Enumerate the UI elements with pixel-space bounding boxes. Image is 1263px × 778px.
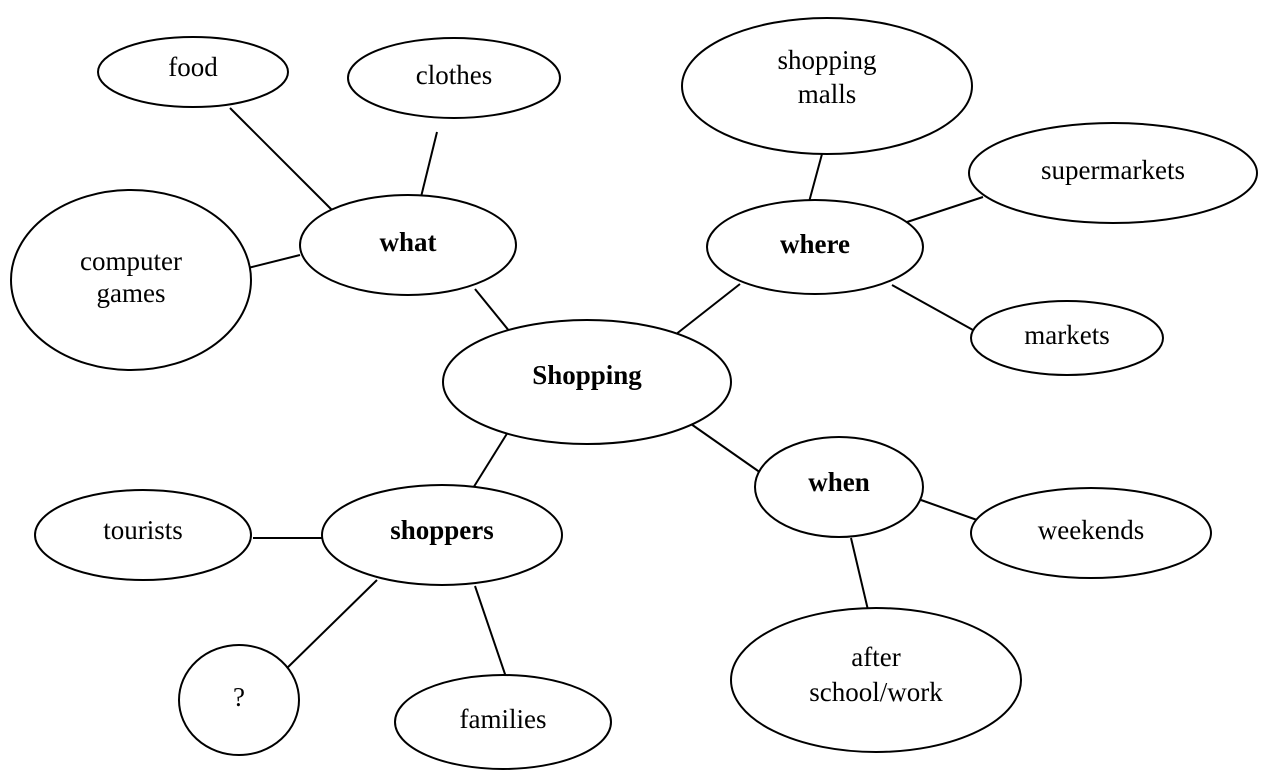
leaf-shopping-malls-label: malls <box>797 79 857 110</box>
leaf-markets <box>971 301 1163 375</box>
leaf-computer-games-label: computer <box>80 246 182 277</box>
leaf-computer-games <box>11 190 251 370</box>
node-what-label: what <box>379 227 437 258</box>
line-what-clothes <box>420 132 437 201</box>
leaf-clothes <box>348 38 560 118</box>
node-when-label: when <box>808 467 870 498</box>
line-when-weekends <box>921 500 977 520</box>
leaf-tourists <box>35 490 251 580</box>
node-when <box>755 437 923 537</box>
line-where-shopping-malls <box>809 154 822 202</box>
node-shoppers <box>322 485 562 585</box>
leaf-supermarkets-label: supermarkets <box>1041 155 1185 186</box>
line-shopping-where <box>675 284 740 335</box>
line-where-markets <box>892 285 973 330</box>
leaf-after-school-work-label: school/work <box>809 677 943 708</box>
leaf-question-label: ? <box>233 682 245 713</box>
line-shoppers-families <box>475 586 507 680</box>
leaf-shopping-malls-label: shopping <box>777 45 877 76</box>
node-where <box>707 200 923 294</box>
leaf-families <box>395 675 611 769</box>
leaf-food <box>98 37 288 107</box>
line-what-computer-games <box>248 255 300 268</box>
leaf-supermarkets <box>969 123 1257 223</box>
leaf-computer-games-label: games <box>96 278 166 309</box>
leaf-families-label: families <box>459 704 547 735</box>
leaf-after-school-work <box>731 608 1021 752</box>
leaf-food-label: food <box>168 52 218 83</box>
leaf-tourists-label: tourists <box>103 515 183 546</box>
node-where-label: where <box>780 229 850 260</box>
line-when-after-school <box>851 538 868 610</box>
node-shopping <box>443 320 731 444</box>
leaf-after-school-work-label: after <box>851 642 901 673</box>
leaf-question <box>179 645 299 755</box>
leaf-weekends <box>971 488 1211 578</box>
leaf-clothes-label: clothes <box>415 60 493 91</box>
leaf-shopping-malls <box>682 18 972 154</box>
line-where-supermarkets <box>904 197 983 223</box>
line-shopping-when <box>691 424 761 473</box>
line-what-food <box>230 108 335 213</box>
node-what <box>300 195 516 295</box>
line-shoppers-question <box>283 580 377 672</box>
line-shopping-what <box>475 289 510 332</box>
leaf-markets-label: markets <box>1024 320 1110 351</box>
node-shoppers-label: shoppers <box>390 515 494 546</box>
line-shopping-shoppers <box>470 432 508 493</box>
leaf-weekends-label: weekends <box>1037 515 1145 546</box>
node-shopping-label: Shopping <box>532 360 642 391</box>
